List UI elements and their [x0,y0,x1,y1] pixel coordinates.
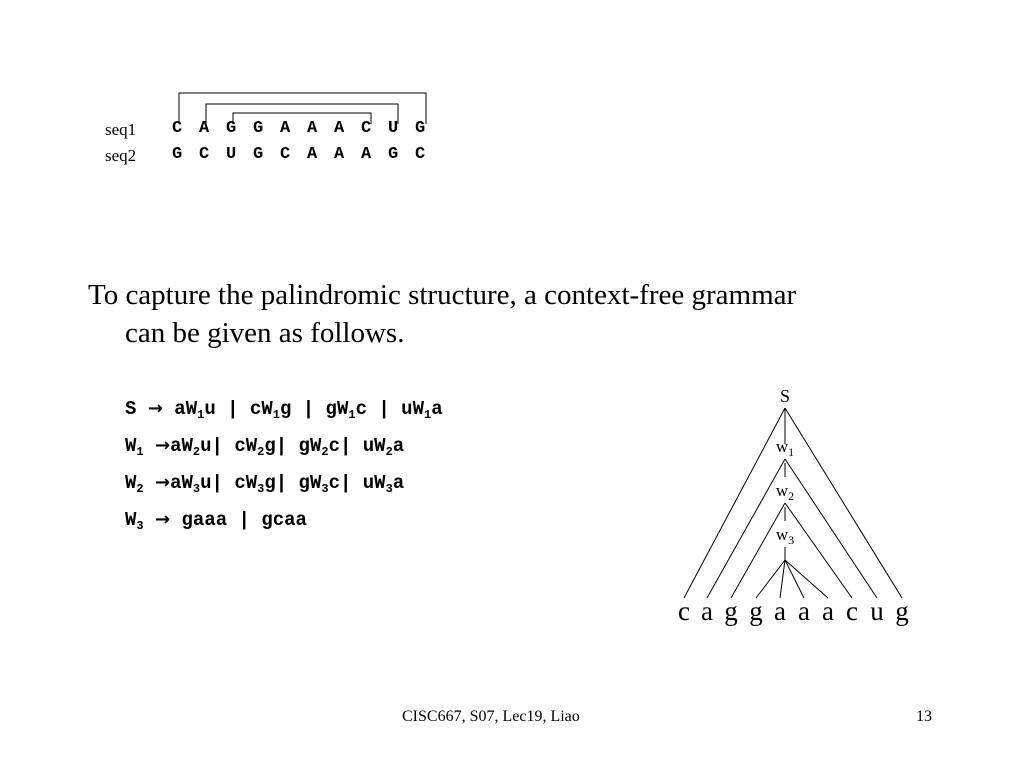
tree-node-w3: $w_3$ [775,525,795,547]
grammar-rule: $W_3$ → gaaa | gcaa [125,509,307,533]
tree-leaf: g [749,596,763,626]
seq1-base: A [199,119,210,138]
seq2-base: C [415,145,426,164]
seq1-base: A [280,119,291,138]
seq1-base: U [388,119,399,138]
tree-edge [731,503,785,598]
tree-edge [707,459,785,598]
tree-leaf: g [724,596,738,626]
slide-number: 13 [916,708,932,725]
seq2-base: U [226,145,237,164]
tree-leaf: a [701,596,713,626]
seq2-base: C [199,145,210,164]
seq1-base: C [172,119,183,138]
seq2-bases [172,145,442,164]
grammar-rule: $W_1 \to aW_2u|$ $cW_2g|$ $gW_2c|$ $uW_2a$ [125,435,405,459]
seq2-base: G [253,145,264,164]
tree-edge [785,503,852,598]
tree-node-w2: $w_2$ [775,481,795,503]
tree-leaf: g [895,596,909,626]
tree-edge [785,560,804,598]
seq2-base: G [172,145,183,164]
tree-edge [785,459,877,598]
tree-leaf: c [678,596,690,626]
intro-paragraph [88,276,796,352]
tree-root-label: S [779,386,791,406]
seq2-base: G [388,145,399,164]
tree-edge [785,408,902,598]
tree-edge [684,408,785,598]
seq2-base: A [307,145,318,164]
seq1-bases [172,119,442,138]
grammar-rule: $W_2 \to aW_3u|$ $cW_3g|$ $gW_3c|$ $uW_3a$ [125,472,405,496]
seq1-base: C [361,119,372,138]
tree-leaf: a [774,596,786,626]
grammar-rule: $S \to aW_1u$ | $cW_1g$ | $gW_1c$ | $uW_1a$ [125,398,443,422]
pairing-brackets [0,0,460,130]
footer-course: CISC667, S07, Lec19, Liao [402,708,580,725]
seq2-label: seq2 [105,146,137,165]
tree-node-w1: $w_1$ [775,437,795,459]
seq1-label: seq1 [105,120,137,139]
tree-leaf: u [870,596,884,626]
seq1-base: G [226,119,237,138]
tree-leaf: a [798,596,810,626]
intro-line-1: To capture the palindromic structure, a context-free grammar [88,279,797,311]
intro-line-2: can be given as follows. [125,317,405,349]
parse-tree [660,380,930,630]
seq1-base: G [415,119,426,138]
seq1-base: A [334,119,345,138]
tree-edge [785,560,828,598]
seq1-base: A [307,119,318,138]
seq2-base: A [361,145,372,164]
seq2-base: A [334,145,345,164]
grammar-rules [125,398,443,546]
seq1-base: G [253,119,264,138]
tree-leaf: a [822,596,834,626]
seq2-base: C [280,145,291,164]
tree-leaf: c [846,596,858,626]
